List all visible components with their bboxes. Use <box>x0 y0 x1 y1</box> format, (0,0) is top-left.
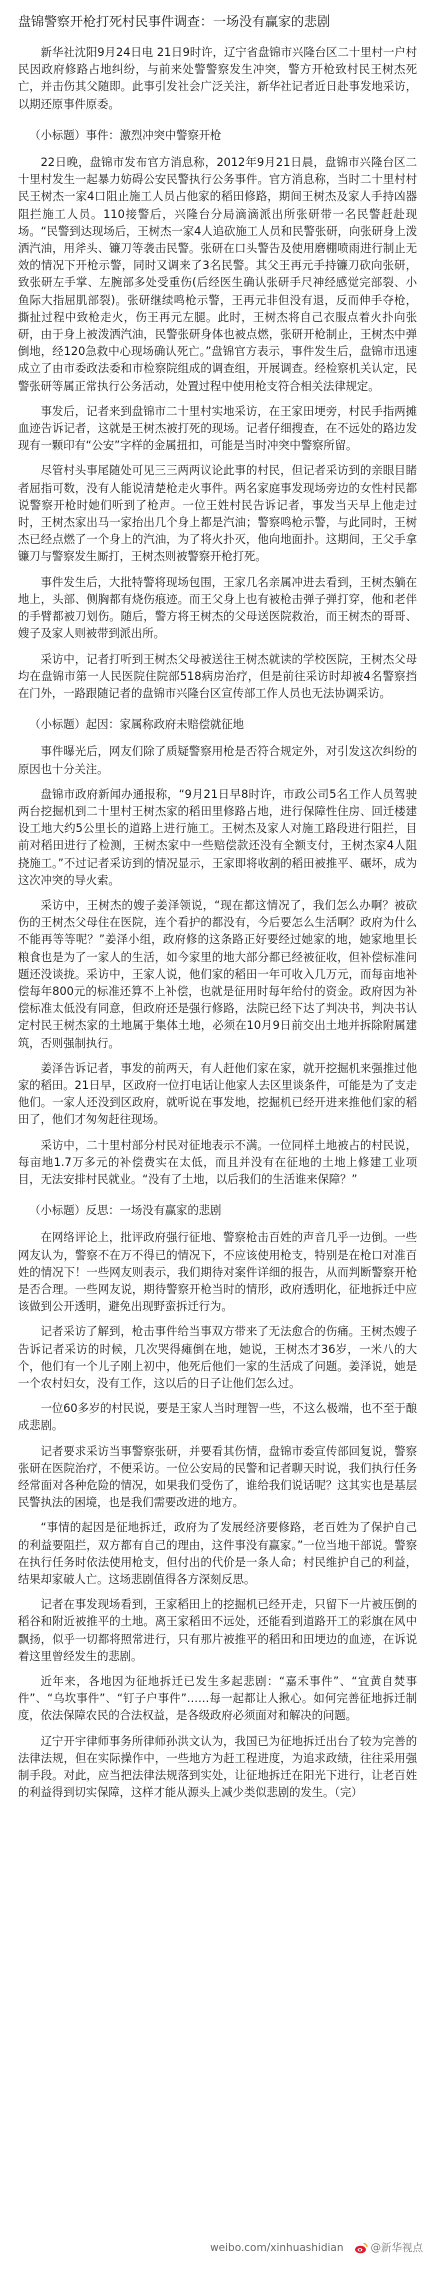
article-title: 盘锦警察开枪打死村民事件调查：一场没有赢家的悲剧 <box>18 15 331 30</box>
weibo-url: weibo.com/xinhuashidian <box>210 2241 344 2254</box>
paragraph: 记者要求采访当事警察张研，并要看其伤情，盘锦市委宣传部回复说，警察张研在医院治疗，不便采访。一位公安局的民警和记者聊天时说，我们执行任务经常面对各种危险的情况，如果我们受伤了，谁给我们说话呢？这其实也是基层民警执法的困境，也是我们需要改进的地方。 <box>18 1444 417 1510</box>
paragraph: 事件曝光后，网友们除了质疑警察用枪是否符合规定外，对引发这次纠纷的原因也十分关注。 <box>18 745 417 776</box>
paragraph: 事件发生后，大批特警将现场包围，王家几名亲属冲进去看到，王树杰躺在地上，头部、侧胸都有烧伤痕迹。而王父身上也有被枪击弹子弹打穿，他和老伴的手臂都被刀划伤。随后，警方将王树杰的父母送医院救治，而王树杰的哥哥、嫂子及家人则被带到派出所。 <box>18 575 417 641</box>
paragraph: “事情的起因是征地拆迁，政府为了发展经济要修路，老百姓为了保护自己的利益要阻拦，双方都有自己的理由，这件事没有赢家。”一位当地干部说。警察在执行任务时依法使用枪支，但付出的代价是一条人命；村民维护自己的利益，结果却家破人亡。这场悲剧值得各方深刻反思。 <box>18 1521 417 1587</box>
paragraph: 采访中，王树杰的嫂子姜泽领说，“现在都这情况了，我们怎么办啊？被砍伤的王树杰父母住在医院，连个看护的都没有，今后要怎么生活啊？政府为什么不能再等等呢？”姜泽小组，政府修的这条路正好要经过她家的地，她家地里长粮食也是为了一家人的生活，如今家里的地大部分都已经被征收，但补偿标准问题还没谈拢。采访中，王家人说，他们家的稻田一年可收入几万元，而每亩地补偿每年800元的标准还算不上补偿，也就是征用时每年给付的资金。政府因为补偿标准太低没有同意，但政府还是强行修路，法院已经下达了判决书，判决书认定村民王树杰家的土地属于集体土地，必须在10月9日前交出土地并拆除附属建筑，否则强制执行。 <box>18 898 417 1050</box>
paragraph: 采访中，记者打听到王树杰父母被送往王树杰就读的学校医院，王树杰父母均在盘锦市第一人民医院住院部518病房治疗，但是前往采访时却被4名警察挡在门外，一路跟随记者的盘锦市兴隆台区宣传部工作人员也无法协调采访。 <box>18 652 417 700</box>
paragraph: 一位60多岁的村民说，要是王家人当时理智一些，不这么极端，也不至于酿成悲剧。 <box>18 1402 417 1433</box>
footer-watermark <box>0 2240 435 2255</box>
section-heading: （小标题）反思：一场没有赢家的悲剧 <box>29 1204 222 1218</box>
paragraph: 记者在事发现场看到，王家稻田上的挖掘机已经开走，只留下一片被压倒的稻谷和附近被推平的土地。离王家稻田不远处，还能看到道路开工的彩旗在风中飘扬，似乎一切都将照常进行，只有那片被推平的稻田和田埂边的血迹，在诉说着这里曾经发生的悲剧。 <box>18 1598 417 1663</box>
weibo-icon <box>354 2242 368 2254</box>
paragraph: 事发后，记者来到盘锦市二十里村实地采访，在王家田埂旁，村民手指两摊血迹告诉记者，这就是王树杰被打死的现场。记者仔细搜查，在不远处的路边发现有一颗印有“公安”字样的金属扭扣，可能是当时冲突中警察所留。 <box>18 404 417 453</box>
paragraph: 采访中，二十里村部分村民对征地表示不满。一位同样土地被占的村民说，每亩地1.7万多元的补偿费实在太低，而且并没有在征地的土地上修建工业项目，无法安排村民就业。“没有了土地，以后我们的生活谁来保障？” <box>18 1138 417 1186</box>
paragraph: 盘锦市政府新闻办通报称，“9月21日早8时许，市政公司5名工作人员驾驶两台挖掘机到二十里村王树杰家的稻田里修路占地，进行保障性住房、回迁楼建设工地大约5公里长的道路上进行施工。王树杰及家人对施工路段进行阻拦，目前对稻田进行了检测，王树杰家中一些赔偿款还没有全额支付，王树杰家4人阻挠施工。”不过记者采访到的情况显示，王家即将收割的稻田被推平、碾坏，成为这次冲突的导火索。 <box>18 787 417 887</box>
paragraph: 尽管村头事尾随处可见三三两两议论此事的村民，但记者采访到的亲眼目睹者屈指可数，没有人能说清楚枪走火事件。两名家庭事发现场旁边的女性村民都说警察开枪时她们听到了枪声。一位王姓村民告诉记者，事发当天早上他走过时，王树杰家出马一家抬出几个身上都是汽油；警察鸣枪示警，与此同时，王树杰已经点燃了一个身上的汽油，为了将火扑灭，他向地面扑。这期间，王父手拿镰刀与警察发生厮打，王树杰则被警察开枪打死。 <box>18 464 417 564</box>
section-heading: （小标题）事件：激烈冲突中警察开枪 <box>29 128 222 142</box>
article-body <box>18 44 417 1801</box>
paragraph: 近年来，各地因为征地拆迁已发生多起悲剧：“嘉禾事件”、“宜黄自焚事件”、“乌坎事件”、“钉子户事件”……每一起都让人揪心。如何完善征地拆迁制度，依法保障农民的合法权益，是各级政府必须面对和解决的问题。 <box>18 1675 417 1723</box>
paragraph: 记者采访了解到，枪击事件给当事双方带来了无法愈合的伤痛。王树杰嫂子告诉记者采访的时候，几次哭得瘫倒在地，她说，王树杰才36岁，一米八的大个，他们有一个儿子刚上初中，他死后他们一家的生活成了问题。姜泽说，她是一个农村妇女，没有工作，这以后的日子让他们怎么过。 <box>18 1325 417 1391</box>
weibo-account: @新华视点 <box>370 2242 423 2254</box>
section-heading: （小标题）起因：家属称政府未赔偿就征地 <box>29 718 244 732</box>
paragraph: 在网络评论上，批评政府强行征地、警察枪击百姓的声音几乎一边倒。一些网友认为，警察不在万不得已的情况下，不应该使用枪支，特别是在枪口对准百姓的情况下！一些网友则表示，我们期待对案件详细的报告，从而判断警察开枪是否合理。一些网友说，期待警察开枪当时的情形，政府透明化，征地拆迁中应该做到公开透明，避免出现野蛮拆迁行为。 <box>18 1231 417 1314</box>
paragraph: 辽宁开宇律师事务所律师孙洪文认为，我国已为征地拆迁出台了较为完善的法律法规，但在实际操作中，一些地方为赶工程进度，为追求政绩，往往采用强制手段。对此，应当把法律法规落到实处，让征地拆迁在阳光下进行，让老百姓的利益得到切实保障，这样才能从源头上减少类似悲剧的发生。（完） <box>18 1734 417 1800</box>
paragraph: 姜泽告诉记者，事发的前两天，有人赶他们家在家，就开挖掘机来强推过他家的稻田。21日早，区政府一位打电话让他家人去区里谈条件，可能是为了支走他们。一家人还没到区政府，就听说在事发地，挖掘机已经开进来推他们家的稻田了，他们才匆匆赶往现场。 <box>18 1061 417 1127</box>
paragraph: 22日晚，盘锦市发布官方消息称，2012年9月21日晨，盘锦市兴隆台区二十里村发生一起暴力妨碍公安民警执行公务事件。官方消息称，当时二十里村村民王树杰一家4口阻止施工人员占他家的稻田修路，期间王树杰及家人手持凶器阻拦施工人员。110接警后，兴隆台分局滴滴派出所张研带一名民警赶赴现场。“民警到达现场后，王树杰一家4人追砍施工人员和民警张研，向张研身上泼洒汽油，用斧头、镰刀等袭击民警。张研在口头警告及使用磨棚喷雨进行制止无效的情况下开枪示警，同时又调来了3名民警。其父王再元手持镰刀砍向张研，致张研左手掌、左腕部多处受重伤(后经医生确认张研手尺神经感觉完部裂、小鱼际大指屈肌部裂)。张研继续鸣枪示警，王再元非但没有退，反而伸手夺枪，撕扯过程中致枪走火，伤王再元左腿。此时，王树杰将自己衣服点着火扑向张研，由于身上被泼洒汽油，民警张研身体也被点燃，张研开枪制止，王树杰中弹倒地，经120急救中心现场确认死亡。”盘锦官方表示，事件发生后，盘锦市迅速成立了由市委政法委和市检察院组成的调查组，开展调查。经检察机关认定，民警张研等属正常执行公务活动，处置过程中使用枪支符合相关法律规定。 <box>18 156 417 393</box>
weibo-account-badge <box>354 2240 424 2255</box>
paragraph: 新华社沈阳9月24日电 21日9时许，辽宁省盘锦市兴隆台区二十里村一户村民因政府修路占地纠纷，与前来处警警察发生冲突，警方开枪致村民王树杰死亡，并击伤其父随即。此事引发社会广泛关注，新华社记者近日赴事发地采访，以期还原事件原委。 <box>18 46 417 111</box>
